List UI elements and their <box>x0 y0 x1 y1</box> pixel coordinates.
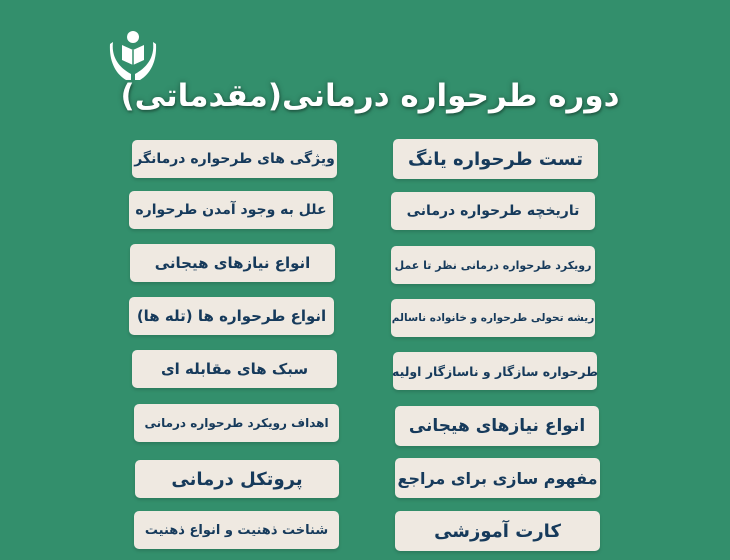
topic-card-right-5[interactable]: طرحواره سازگار و ناسازگار اولیه <box>393 352 597 390</box>
topic-card-left-6[interactable]: اهداف رویکرد طرحواره درمانی <box>134 404 339 442</box>
topic-card-left-5[interactable]: سبک های مقابله ای <box>132 350 337 388</box>
topic-card-right-8[interactable]: کارت آموزشی <box>395 511 600 551</box>
topic-card-left-8[interactable]: شناخت ذهنیت و انواع ذهنیت <box>134 511 339 549</box>
page-title: دوره طرحواره درمانی(مقدماتی) <box>120 78 620 114</box>
topic-card-left-3[interactable]: انواع نیازهای هیجانی <box>130 244 335 282</box>
topic-card-left-2[interactable]: علل به وجود آمدن طرحواره <box>129 191 333 229</box>
topic-card-right-3[interactable]: رویکرد طرحواره درمانی نظر تا عمل <box>391 246 595 284</box>
topic-card-right-4[interactable]: ریشه تحولی طرحواره و خانواده ناسالم <box>391 299 595 337</box>
topic-card-right-7[interactable]: مفهوم سازی برای مراجع <box>395 458 600 498</box>
topic-card-right-6[interactable]: انواع نیازهای هیجانی <box>395 406 599 446</box>
topic-card-left-1[interactable]: ویژگی های طرحواره درمانگر <box>132 140 337 178</box>
topic-card-left-4[interactable]: انواع طرحواره ها (تله ها) <box>129 297 334 335</box>
topic-card-right-2[interactable]: تاریخچه طرحواره درمانی <box>391 192 595 230</box>
topic-card-right-1[interactable]: تست طرحواره یانگ <box>393 139 598 179</box>
topic-card-left-7[interactable]: پروتکل درمانی <box>135 460 339 498</box>
